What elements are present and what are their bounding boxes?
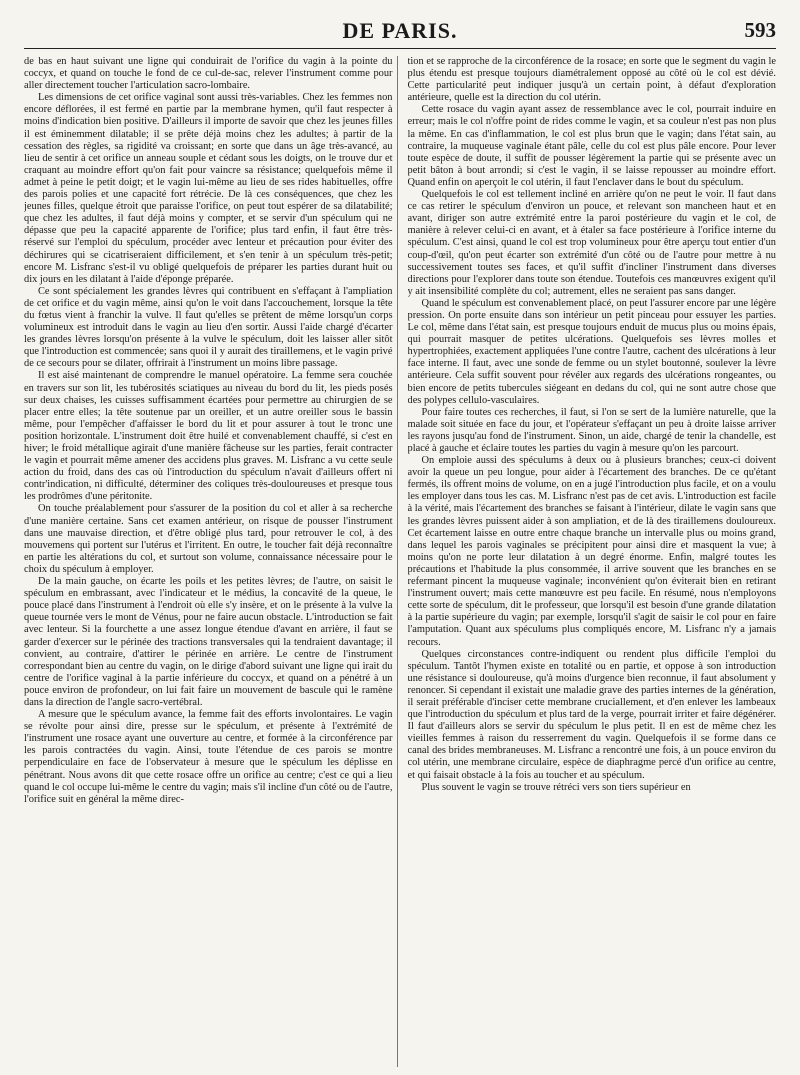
paragraph: On touche préalablement pour s'assurer de la position du col et aller à sa recherche d'une manière certaine. Sans cet examen antérieur, on risque de pousser l'instrument dans une mauvaise direction, et d'être obligé plus tard, pour retrouver le col, à des mouvemens qui portent sur l'utérus et l'irritent. En outre, le toucher fait déjà reconnaître en partie les altérations du col, et surtout son volume, connaissance nécessaire pour le choix du spéculum à employer. [24,503,393,575]
paragraph: On emploie aussi des spéculums à deux ou à plusieurs branches; ceux-ci doivent avoir la queue un peu longue, pour aider à l'écartement des branches. De ce qu'étant fermés, ils offrent moins de volume, on en a jugé l'introduction plus facile, et on a voulu les employer dans tous les cas. M. Lisfranc n'est pas de cet avis. L'introduction est facile à la vérité, mais l'écartement des branches se faisant à l'intérieur, dilate le vagin sans que les grandes lèvres puissent aider à son ampliation, et de là des tiraillemens douloureux. Cet écartement laisse en outre entre chaque branche un intervalle plus ou moins grand, dans lequel les parois vaginales se précipitent pour ainsi dire et masquent la vue; à moins qu'on ne porte leur dilatation à un degré énorme. Enfin, malgré toutes les précautions et l'habitude la plus consommée, il arrive souvent que les branches en se refermant pincent la muqueuse vaginale; inconvénient qu'on éviterait bien en retirant l'instrument ouvert; mais cette manœuvre est peu facile. En résumé, nous n'employons cette sorte de spéculum, dit le professeur, que lorsqu'il est besoin d'une grande dilatation à la partie supérieure du vagin; par exemple, lorsqu'il s'agit de saisir le col pour en faire l'amputation. Quant aux spéculums plus compliqués encore, M. Lisfranc n'y a jamais recours. [407,455,776,648]
right-column [408,56,777,1067]
page-title: DE PARIS. [342,18,458,43]
paragraph: de bas en haut suivant une ligne qui conduirait de l'orifice du vagin à la pointe du coccyx, et quand on touche le fond de ce cul-de-sac, relever l'instrument comme pour aller directement toucher l'articulation sacro-lombaire. [24,56,393,92]
left-column [24,56,398,1067]
paragraph: tion et se rapproche de la circonférence de la rosace; en sorte que le segment du vagin le plus étendu est presque toujours diamétralement opposé au côté où le col est dévié. Cette particularité peut indiquer jusqu'à un certain point, à défaut d'exploration antérieure, quelle est la direction du col utérin. [407,56,776,104]
running-header [24,18,776,49]
paragraph: Quand le spéculum est convenablement placé, on peut l'assurer encore par une légère pression. On porte ensuite dans son intérieur un petit pinceau pour essuyer les parties. Le col, même dans l'état sain, est presque toujours enduit de mucus plus ou moins épais, qui pourrait masquer de petites ulcérations. Quelquefois ses lèvres molles et hypertrophiées, exactement appliquées l'une contre l'autre, cachent des ulcérations à leur face interne. Il faut, avec une sonde de femme ou un stylet boutonné, soulever la lèvre antérieure. Cela suffit souvent pour révéler aux regards des ulcérations rongeantes, ou bien encore de petits tubercules siégeant en dedans du col, qui ne sont autre chose que des polypes cellulo-vasculaires. [407,297,776,406]
paragraph: Plus souvent le vagin se trouve rétréci vers son tiers supérieur en [421,781,691,793]
paragraph: Quelques circonstances contre-indiquent ou rendent plus difficile l'emploi du spéculum. Tantôt l'hymen existe en totalité ou en partie, et oppose à son introduction une résistance si douloureuse, qu'à moins d'urgence bien reconnue, il faut absolument y renoncer. Si cependant il existait une maladie grave des parties internes de la génération, il serait préférable d'inciser cette membrane cruciallement, et d'en enlever les lambeaux que l'introduction du spéculum et plus tard de la verge, pourrait irriter et faire dégénérer. Il faut d'ailleurs alors se servir du spéculum le plus petit. Il en est de même chez les vieilles femmes à raison du resserrement du vagin. Quelquefois il se forme dans ce canal des brides membraneuses. M. Lisfranc a rencontré une fois, à un pouce environ du col utérin, une membrane circulaire, espèce de diaphragme percé d'un orifice au centre, et qui faisait obstacle à la fois au toucher et au spéculum. [407,648,776,781]
paragraph: Ce sont spécialement les grandes lèvres qui contribuent en s'effaçant à l'ampliation de cet orifice et du vagin même, ainsi qu'on le voit dans l'accouchement, lorsque la tête du fœtus vient à franchir la vulve. Il faut qu'elles se prêtent de même lorsqu'un corps volumineux est introduit dans le vagin au lieu d'en sortir. Aussi l'aide chargé d'écarter les grandes lèvres lorsqu'on présente à la vulve le spéculum, doit les laisser aller sitôt que l'introduction est commencée; sans quoi il y aurait des tiraillemens, et le vagin privé de ce secours pour se dilater, offrirait à l'instrument un moins libre passage. [24,285,393,370]
paragraph: Pour faire toutes ces recherches, il faut, si l'on se sert de la lumière naturelle, que la malade soit située en face du jour, et l'opérateur s'effaçant un peu à droite laisse arriver les rayons jusqu'au fond de l'instrument. Sinon, un aide, chargé de tenir la chandelle, est placé à gauche et éclaire toutes les parties du vagin à mesure qu'on les parcourt. [407,406,776,454]
paragraph: Cette rosace du vagin ayant assez de ressemblance avec le col, pourrait induire en erreur; mais le col n'offre point de rides comme le vagin, et sa couleur n'est pas non plus la même. En cas d'inflammation, le col est plus brun que le vagin; dans l'état sain, au contraire, la muqueuse vaginale étant pâle, celle du col est plus pâle encore. Pour lever toute espèce de doute, il suffit de pousser légèrement la partie qui se présente avec un petit bâton à bout arrondi; si c'est le vagin, il se laisse repousser au moindre effort. Quand enfin on aperçoit le col utérin, il faut l'enclaver dans le bout du spéculum. [407,104,776,188]
paragraph: Quelquefois le col est tellement incliné en arrière qu'on ne peut le voir. Il faut dans ce cas retirer le spéculum d'environ un pouce, et relevant son mancheen haut et en avant, diriger son autre extrémité entre la paroi postérieure du vagin et le col, de manière à relever celui-ci en avant, et à étaler sa face postérieure à l'orifice interne du spéculum. C'est ainsi, quand le col est trop volumineux pour être aperçu tout entier d'un coup-d'œil, qu'on peut écarter son extrémité d'un côté ou de l'autre pour mettre à nu successivement toutes ses faces, et qu'il suffit d'incliner l'instrument dans diverses directions pour l'explorer dans toute son étendue. Toutefois ces manœuvres exigent qu'il y ait insensibilité complète du col; autrement, elles ne seraient pas sans danger. [407,189,776,297]
paragraph: De la main gauche, on écarte les poils et les petites lèvres; de l'autre, on saisit le spéculum en embrassant, avec l'indicateur et le médius, la concavité de la queue, le pouce placé dans l'instrument à l'endroit où elle s'y insère, et on le présente à la vulve la queue tournée vers le mont de Vénus, pour ne faire aucun obstacle. L'introduction se fait avec lenteur. Si la fourchette a une assez longue étendue d'avant en arrière, il faut se garder d'exercer sur le périnée des tractions transversales qui la tendraient davantage; il convient, au contraire, d'attirer le périnée en arrière. Le centre de l'instrument correspondant bien au centre du vagin, on le dirige d'abord suivant une ligne qui irait du centre de l'orifice vaginal à la partie inférieure du coccyx, et quand on a pénétré à un pouce environ de profondeur, on lui fait faire un mouvement de bascule qui le ramène dans la direction de l'angle sacro-vertébral. [24,576,393,708]
paragraph: Il est aisé maintenant de comprendre le manuel opératoire. La femme sera couchée en travers sur son lit, les tubérosités sciatiques au niveau du bord du lit, les pieds posés sur deux chaises, les cuisses suffisamment écartées pour permettre au chirurgien de se placer entre elles; la tête soutenue par un oreiller, et un autre oreiller sous le bassin même, pour l'empêcher d'affaisser le bord du lit et pour assurer à tout le tronc une position horizontale. L'instrument doit être huilé et convenablement chauffé, si c'est en hiver; le froid métallique agirait d'une manière fâcheuse sur les parties, ferait contracter le vagin et pourrait même amener des accidens plus graves. M. Lisfranc a vu cette seule action du froid, dans des cas où l'introduction du spéculum n'avait d'ailleurs offert ni contr'indication, ni difficulté, déterminer des coliques très-douloureuses et presque tous les prodrômes d'une péritonite. [24,370,393,503]
page-number: 593 [744,18,776,42]
paragraph: Les dimensions de cet orifice vaginal sont aussi très-variables. Chez les femmes non encore déflorées, il est fermé en partie par la membrane hymen, qu'il faut respecter à moins d'indication bien positive. D'ailleurs il importe de savoir que chez les jeunes filles il est éminemment dilatable; il se prête déjà moins chez les adultes; à partir de la cessation des règles, sa rigidité va croissant; en sorte que dans un âge très-avancé, au lieu de sentir à cet orifice un anneau souple et cédant sous les doigts, on le trouve dur et craquant au moindre effort qu'on fait pour vaincre sa résistance; quelquefois même il admet à peine le petit doigt; et le vagin lui-même au lieu de ses rides habituelles, offre des parois polies et une capacité fort rétrécie. De là ces conséquences, que chez les jeunes filles, quelque étroit que paraisse l'orifice, on peut tout espérer de sa dilatabilité; que chez les adultes, il faut déjà moins y compter, et se servir d'un spéculum qui ne dépasse que peu la capacité apparente de l'orifice; plus tard enfin, il faut être très-réservé sur l'emploi du spéculum, procéder avec lenteur et précaution pour éviter des déchirures qui se cicatriseraient difficilement, et s'en tenir à un spéculum très-petit; encore M. Lisfranc s'est-il vu obligé quelquefois de préparer les parties durant huit ou dix jours en les dilatant à l'aide d'éponge préparée. [24,92,393,285]
paragraph: A mesure que le spéculum avance, la femme fait des efforts involontaires. Le vagin se révolte pour ainsi dire, presse sur le spéculum, et présente à l'extrémité de l'instrument une rosace ayant une ouverture au centre, et formée à la circonférence par les parois contractées du vagin. Ainsi, toute l'étendue de ces parois se montre perpendiculaire en face de l'observateur à mesure que le spéculum les déplisse en pénétrant. Nous avons dit que cette rosace offre un orifice au centre; c'est ce qui a lieu quand le col occupe lui-même le centre du vagin; mais s'il incline d'un côté ou de l'autre, l'orifice suit en général la même direc- [24,709,393,805]
text-columns [24,56,776,1067]
